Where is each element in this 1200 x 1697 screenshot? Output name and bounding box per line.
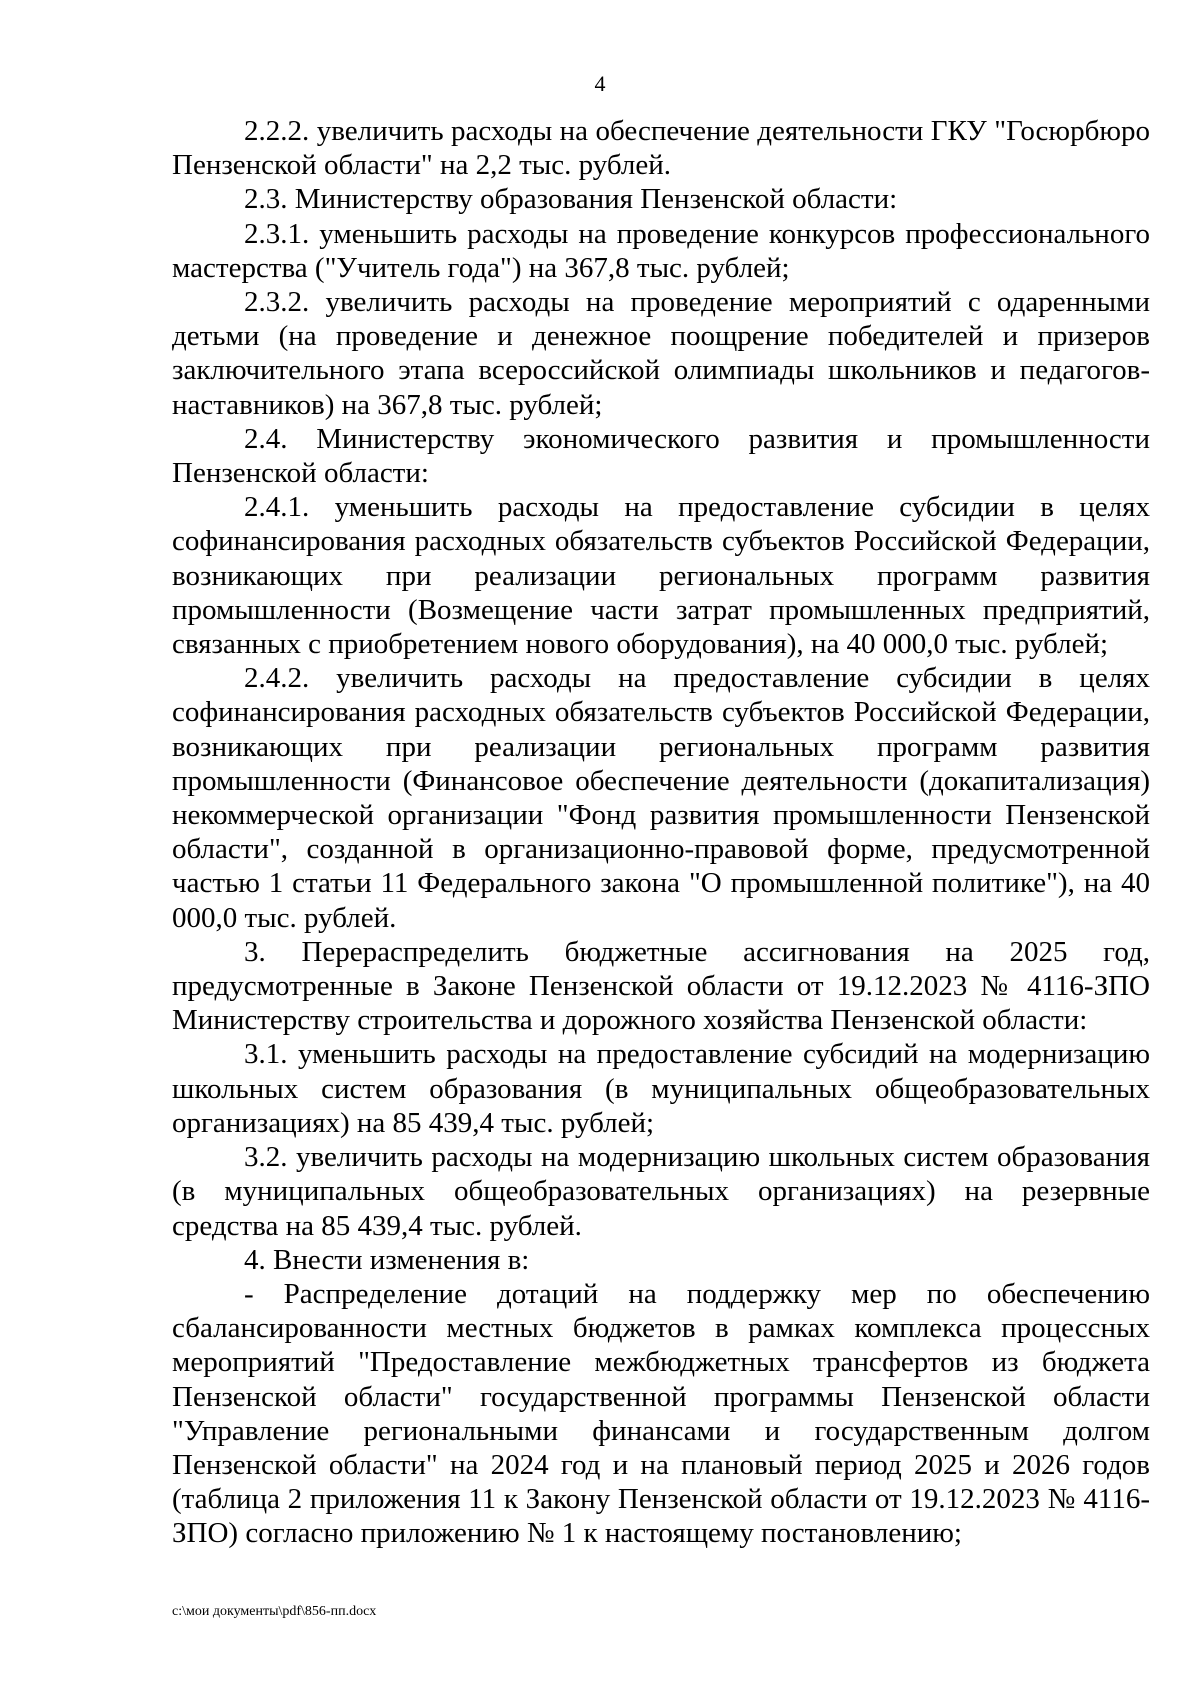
document-body — [172, 114, 1150, 1551]
paragraph-4-item-1: - Распределение дотаций на поддержку мер по обеспечению сбалансированности местных бюджетов в рамках комплекса процессных мероприятий "Предоставление межбюджетных трансфертов из бюджета Пензенской области" государственной программы Пензенской области "Управление региональными финансами и государственным долгом Пензенской области" на 2024 год и на плановый период 2025 и 2026 годов (таблица 2 приложения 11 к Закону Пензенской области от 19.12.2023 № 4116-ЗПО) согласно приложению № 1 к настоящему постановлению; — [172, 1277, 1150, 1550]
paragraph-2-4-1: 2.4.1. уменьшить расходы на предоставление субсидии в целях софинансирования расходных обязательств субъектов Российской Федерации, возникающих при реализации региональных программ развития промышленности (Возмещение части затрат промышленных предприятий, связанных с приобретением нового оборудования), на 40 000,0 тыс. рублей; — [172, 491, 1150, 661]
footer-file-path: c:\мои документы\pdf\856-пп.docx — [172, 1604, 377, 1619]
paragraph-2-2-2: 2.2.2. увеличить расходы на обеспечение деятельности ГКУ "Госюрбюро Пензенской области" на 2,2 тыс. рублей. — [172, 115, 1150, 182]
paragraph-2-4: 2.4. Министерству экономического развития и промышленности Пензенской области: — [172, 422, 1150, 490]
paragraph-2-3-1: 2.3.1. уменьшить расходы на проведение конкурсов профессионального мастерства ("Учитель года") на 367,8 тыс. рублей; — [172, 217, 1150, 284]
paragraph-3-2: 3.2. увеличить расходы на модернизацию школьных систем образования (в муниципальных общеобразовательных организациях) на резервные средства на 85 439,4 тыс. рублей. — [172, 1141, 1150, 1242]
page-number: 4 — [594, 71, 606, 96]
paragraph-2-4-2: 2.4.2. увеличить расходы на предоставление субсидии в целях софинансирования расходных обязательств субъектов Российской Федерации, возникающих при реализации региональных программ развития промышленности (Финансовое обеспечение деятельности (докапитализация) некоммерческой организации "Фонд развития промышленности Пензенской области", созданной в организационно-правовой форме, предусмотренной частью 1 статьи 11 Федерального закона "О промышленной политике"), на 40 000,0 тыс. рублей. — [172, 662, 1150, 934]
paragraph-4: 4. Внести изменения в: — [244, 1243, 530, 1276]
paragraph-3-1: 3.1. уменьшить расходы на предоставление субсидий на модернизацию школьных систем образования (в муниципальных общеобразовательных организациях) на 85 439,4 тыс. рублей; — [172, 1038, 1150, 1139]
paragraph-2-3-2: 2.3.2. увеличить расходы на проведение мероприятий с одаренными детьми (на проведение и денежное поощрение победителей и призеров заключительного этапа всероссийской олимпиады школьников и педагогов-наставников) на 367,8 тыс. рублей; — [172, 286, 1150, 421]
paragraph-3: 3. Перераспределить бюджетные ассигнования на 2025 год, предусмотренные в Законе Пензенской области от 19.12.2023 № 4116-ЗПО Министерству строительства и дорожного хозяйства Пензенской области: — [172, 935, 1150, 1037]
paragraph-2-3: 2.3. Министерству образования Пензенской области: — [244, 183, 898, 216]
